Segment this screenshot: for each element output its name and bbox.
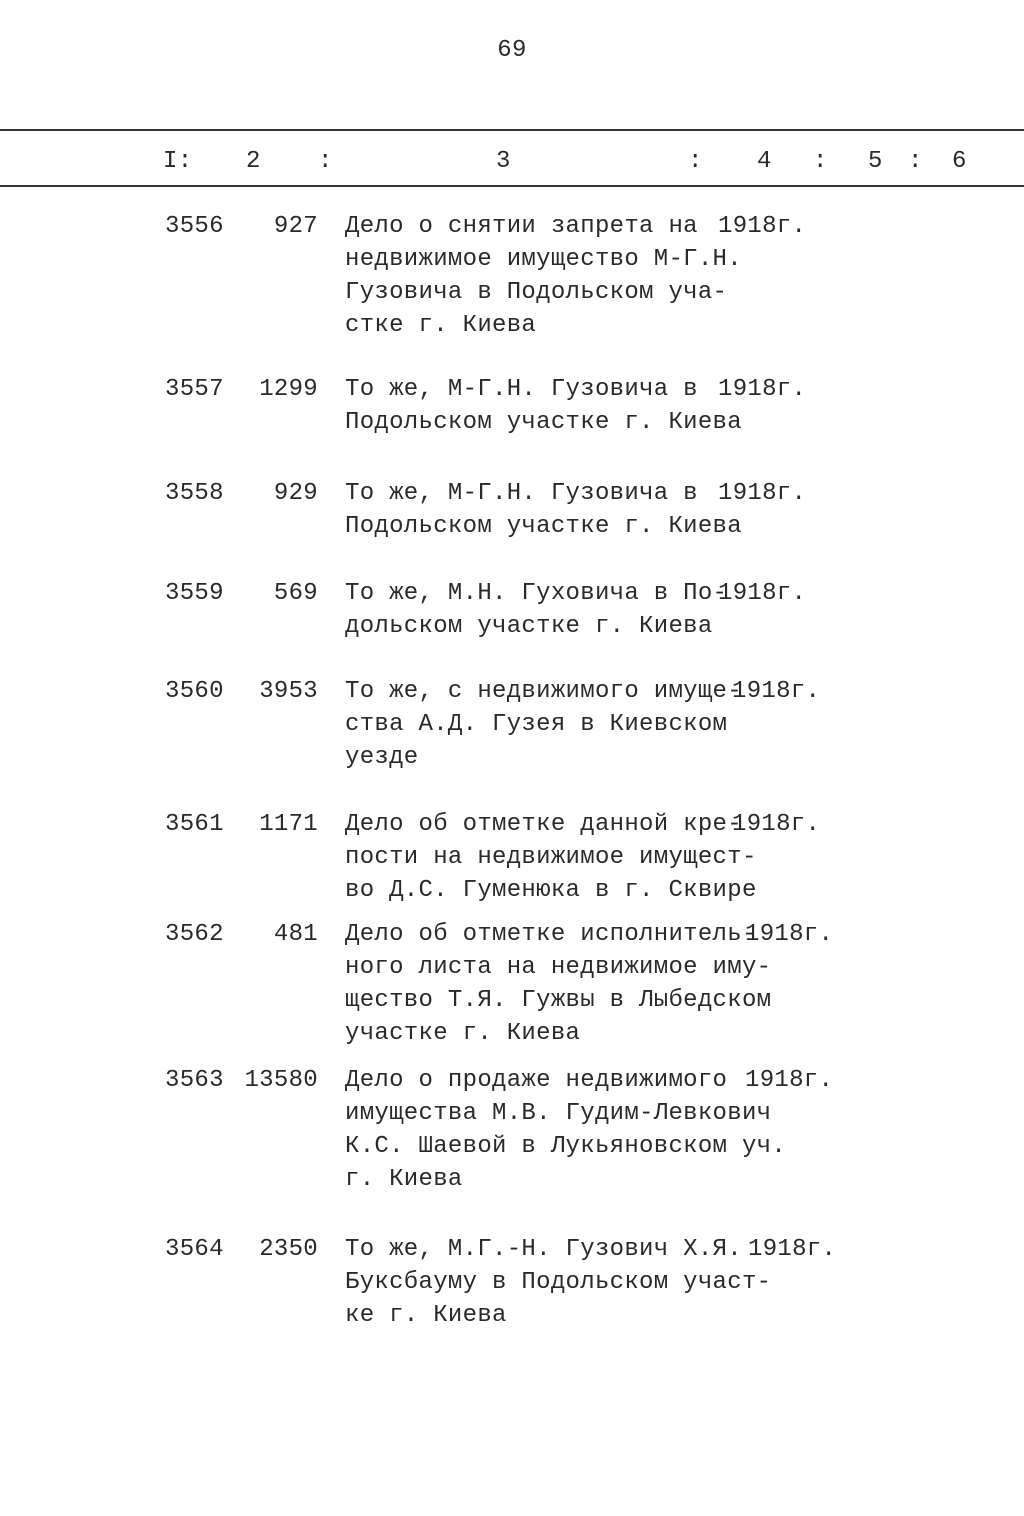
entry-title-line: г. Киева xyxy=(345,1166,463,1193)
header-col-2: 2 xyxy=(246,148,261,175)
entry-title-line: Гузовича в Подольском уча- xyxy=(345,279,728,306)
header-separator: : xyxy=(813,148,828,175)
entry-number: 3560 xyxy=(165,678,224,705)
header-separator: : xyxy=(688,148,703,175)
entry-title-line: дольском участке г. Киева xyxy=(345,613,713,640)
entry-title-line: То же, М-Г.Н. Гузовича в xyxy=(345,480,698,507)
entry-number: 3556 xyxy=(165,213,224,240)
entry-title-line: Дело об отметке исполнитель- xyxy=(345,921,757,948)
entry-number: 3562 xyxy=(165,921,224,948)
table-header-rule xyxy=(0,185,1024,187)
entry-title-line: недвижимое имущество М-Г.Н. xyxy=(345,246,742,273)
entry-year: 1918г. xyxy=(748,1236,837,1263)
entry-title-line: Подольском участке г. Киева xyxy=(345,409,742,436)
entry-year: 1918г. xyxy=(745,1067,834,1094)
entry-title-line: ства А.Д. Гузея в Киевском xyxy=(345,711,728,738)
entry-number: 3559 xyxy=(165,580,224,607)
file-number: 13580 xyxy=(244,1067,318,1094)
entry-title-line: Дело о снятии запрета на xyxy=(345,213,698,240)
entry-title-line: Дело об отметке данной кре- xyxy=(345,811,742,838)
entry-title-line: Подольском участке г. Киева xyxy=(345,513,742,540)
file-number: 481 xyxy=(273,921,318,948)
entry-year: 1918г. xyxy=(745,921,834,948)
entry-title-line: Буксбауму в Подольском участ- xyxy=(345,1269,772,1296)
entry-title-line: участке г. Киева xyxy=(345,1020,581,1047)
file-number: 929 xyxy=(273,480,318,507)
header-col-3: 3 xyxy=(496,148,511,175)
entry-year: 1918г. xyxy=(718,376,807,403)
entry-title-line: То же, М.Г.-Н. Гузович Х.Я. xyxy=(345,1236,742,1263)
header-col-5: 5 xyxy=(868,148,883,175)
header-separator: : xyxy=(318,148,333,175)
entry-number: 3558 xyxy=(165,480,224,507)
entry-number: 3563 xyxy=(165,1067,224,1094)
entry-number: 3564 xyxy=(165,1236,224,1263)
file-number: 1299 xyxy=(259,376,318,403)
entry-title-line: К.С. Шаевой в Лукьяновском уч. xyxy=(345,1133,787,1160)
entry-year: 1918г. xyxy=(718,580,807,607)
entry-title-line: во Д.С. Гуменюка в г. Сквире xyxy=(345,877,757,904)
entry-title-line: ке г. Киева xyxy=(345,1302,507,1329)
entry-title-line: щество Т.Я. Гужвы в Лыбедском xyxy=(345,987,772,1014)
page-number: 69 xyxy=(497,37,527,64)
file-number: 927 xyxy=(273,213,318,240)
entry-number: 3561 xyxy=(165,811,224,838)
file-number: 3953 xyxy=(259,678,318,705)
file-number: 569 xyxy=(273,580,318,607)
table-top-rule xyxy=(0,129,1024,131)
entry-year: 1918г. xyxy=(732,811,821,838)
entry-title-line: То же, с недвижимого имуще- xyxy=(345,678,742,705)
header-col-4: 4 xyxy=(757,148,772,175)
entry-title-line: Дело о продаже недвижимого xyxy=(345,1067,728,1094)
entry-number: 3557 xyxy=(165,376,224,403)
entry-title-line: ного листа на недвижимое иму- xyxy=(345,954,772,981)
header-separator: : xyxy=(908,148,923,175)
entry-title-line: пости на недвижимое имущест- xyxy=(345,844,757,871)
header-col-1: I: xyxy=(163,148,193,175)
entry-title-line: уезде xyxy=(345,744,419,771)
entry-title-line: имущества М.В. Гудим-Левкович xyxy=(345,1100,772,1127)
entry-year: 1918г. xyxy=(718,480,807,507)
entry-title-line: стке г. Киева xyxy=(345,312,537,339)
entry-title-line: То же, М.Н. Гуховича в По- xyxy=(345,580,728,607)
file-number: 1171 xyxy=(259,811,318,838)
file-number: 2350 xyxy=(259,1236,318,1263)
header-col-6: 6 xyxy=(952,148,967,175)
entry-year: 1918г. xyxy=(732,678,821,705)
entry-year: 1918г. xyxy=(718,213,807,240)
entry-title-line: То же, М-Г.Н. Гузовича в xyxy=(345,376,698,403)
